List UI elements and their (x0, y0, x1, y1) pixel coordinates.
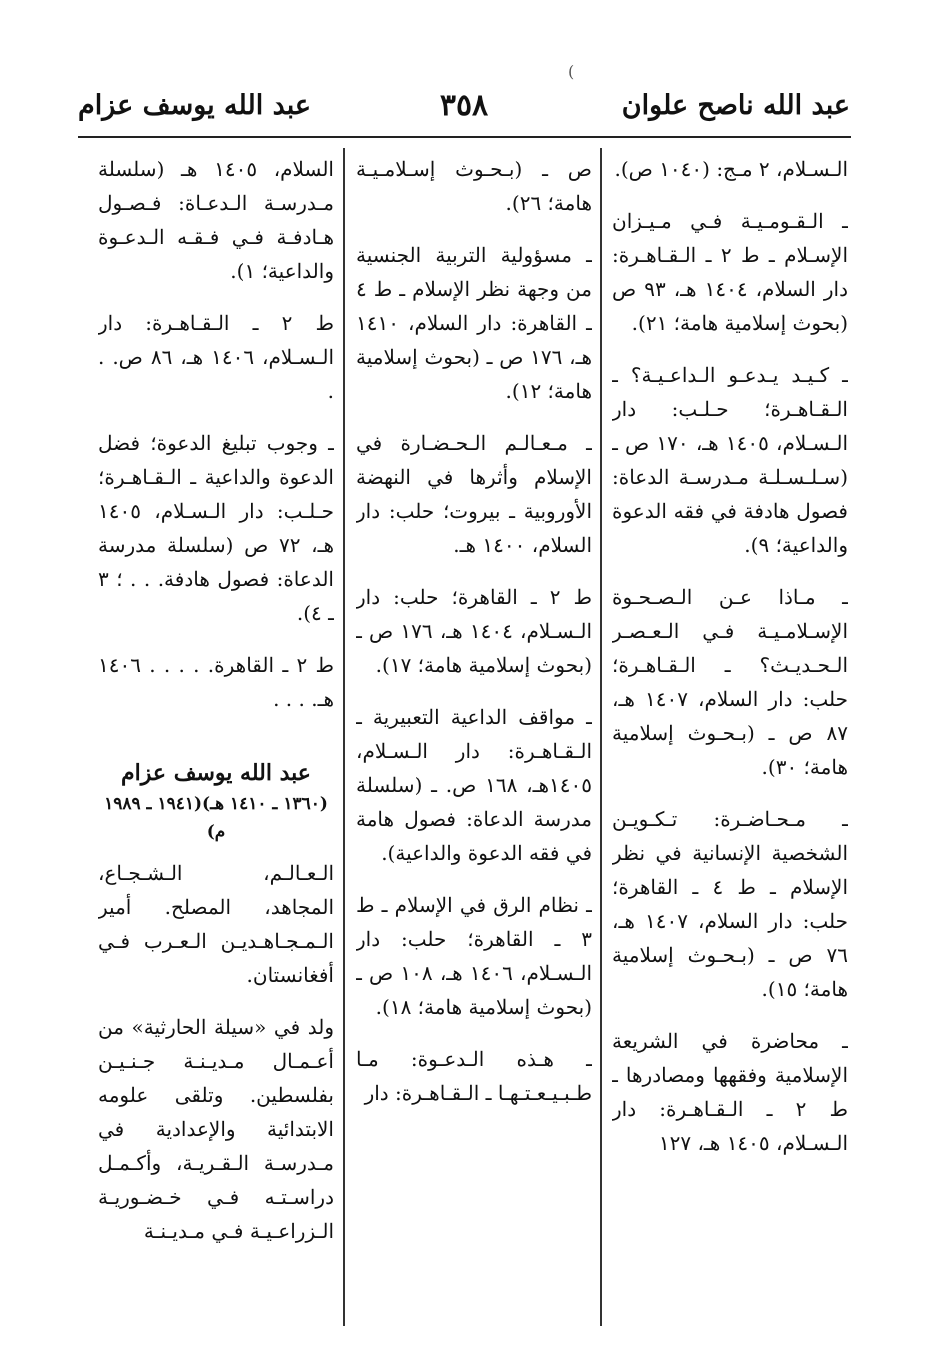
header-rule (78, 136, 851, 138)
page-header (78, 86, 850, 128)
scan-mark: ( (568, 62, 575, 81)
bib-entry: ـ وجوب تبليغ الدعوة؛ فضل الدعوة والداعية ـ الـقـاهـرة؛ حـلـب: دار الـسـلام، ١٤٠٥ هـ، ٧٢ ص (سلسلة مدرسة الدعاة: فصول هادفة. . . ؛ ٣ ـ ٤). (98, 431, 334, 625)
bib-entry: ـ هـذه الـدعـوة: مـا طـبـيـعـتـهـا ـ الـقـاهـرة: دار (356, 1047, 592, 1105)
bib-entry: ـ مسؤولية التربية الجنسية من وجهة نظر الإسلام ـ ط ٤ ـ القاهرة: دار السلام، ١٤١٠ هـ، ١٧٦ ص ـ (بحوث إسلامية هامة؛ ١٢). (356, 243, 592, 403)
bib-entry: ـ محاضرة في الشريعة الإسلامية وفقهها ومصادرها ـ ط ٢ ـ الـقـاهـرة: دار الـسـلام، ١٤٠٥ هـ، ١٢٧ (612, 1029, 848, 1155)
bib-entry: ط ٢ ـ القاهرة. . . . . ١٤٠٦ هـ. . . . (98, 653, 334, 711)
bib-entry: السلام، ١٤٠٥ هـ (سلسلة مـدرسـة الـدعـاة: فـصـول هـادفـة فـي فـقـه الـدعـوة والداعية؛ ١). (98, 157, 334, 283)
page-number: ٣٥٨ (439, 88, 489, 123)
biography-paragraph: الـعـالـم، الـشـجـاع، المجاهد، المصلح. أمير الـمـجـاهـديـن الـعـرب فـي أفغانستان. (98, 861, 334, 987)
biography-dates: (١٣٦٠ ـ ١٤١٠ هـ)(١٩٤١ ـ ١٩٨٩ م) (104, 794, 328, 842)
bib-entry: ـ الـقـومـيـة فـي مـيـزان الإسـلام ـ ط ٢ ـ الـقـاهـرة: دار السلام، ١٤٠٤ هـ، ٩٣ ص (بحوث إسلامية هامة؛ ٢١). (612, 209, 848, 335)
bib-entry: ـ مـاذا عـن الـصـحـوة الإسـلامـيـة فـي الـعـصـر الـحـديـث؟ ـ الـقـاهـرة؛ حلب: دار السلام، ١٤٠٧ هـ، ٨٧ ص ـ (بـحـوث إسلامية هامة؛ ٣٠). (612, 585, 848, 779)
bib-entry: ط ٢ ـ القاهرة؛ حلب: دار الـسـلام، ١٤٠٤ هـ، ١٧٦ ص ـ (بحوث إسلامية هامة؛ ١٧). (356, 585, 592, 677)
column-divider (343, 148, 345, 1326)
column-divider (600, 148, 602, 1326)
bib-entry: ص ـ (بـحـوث إسـلامـيـة هامة؛ ٢٦). (356, 157, 592, 215)
column-right (612, 152, 848, 1322)
bib-entry: ط ٢ ـ الـقـاهـرة: دار الـسـلام، ١٤٠٦ هـ، ٨٦ ص. . . (98, 311, 334, 403)
bib-entry: الـسـلام، ٢ مـج: (١٠٤٠ ص). (614, 157, 848, 181)
bib-entry: ـ مواقف الداعية التعبيرية ـ الـقـاهـرة: دار الـسـلام، ١٤٠٥هـ، ١٦٨ ص. ـ (سلسلة مدرسة الدعاة: فصول هامة في فقه الدعوة والداعية). (356, 705, 592, 865)
running-head-left: عبد الله يوسف عزام (78, 90, 312, 121)
biography-name: عبد الله يوسف عزام (121, 760, 311, 786)
bib-entry: ـ كـيـد يـدعـو الـداعـيـة؟ ـ الـقـاهـرة؛ حـلـب: دار الـسـلام، ١٤٠٥ هـ، ١٧٠ ص ـ (سـلـسـلـة مـدرسـة الدعاة: فصول هادفة في فقه الدعوة والداعية؛ ٩). (612, 363, 848, 557)
bib-entry: ـ مـحـاضـرة: تـكـويـن الشخصية الإنسانية في نظر الإسلام ـ ط ٤ ـ القاهرة؛ حلب: دار السلام، ١٤٠٧ هـ، ٧٦ ص ـ (بـحـوث إسلامية هامة؛ ١٥). (612, 807, 848, 1001)
column-middle (356, 152, 592, 1322)
bib-entry: ـ نظام الرق في الإسلام ـ ط ٣ ـ القاهرة؛ حلب: دار الـسـلام، ١٤٠٦ هـ، ١٠٨ ص ـ (بحوث إسلامية هامة؛ ١٨). (356, 893, 592, 1019)
column-left (98, 152, 334, 1322)
running-head-right: عبد الله ناصح علوان (621, 90, 850, 121)
bib-entry: ـ مـعـالـم الـحـضـارة في الإسلام وأثرها في النهضة الأوروبية ـ بيروت؛ حلب: دار السلام، ١٤٠٠ هـ. (356, 431, 592, 557)
biography-paragraph: ولد في «سيلة الحارثية» من أعـمـال مـديـنـة جـنـيـن بفلسطين. وتلقى علومه الابتدائية والإعدادية في مـدرسـة الـقـريـة، وأكـمـل دراسـتـه فـي خـضـوريـة الـزراعـيـة فـي مـديـنـة (98, 1015, 334, 1243)
